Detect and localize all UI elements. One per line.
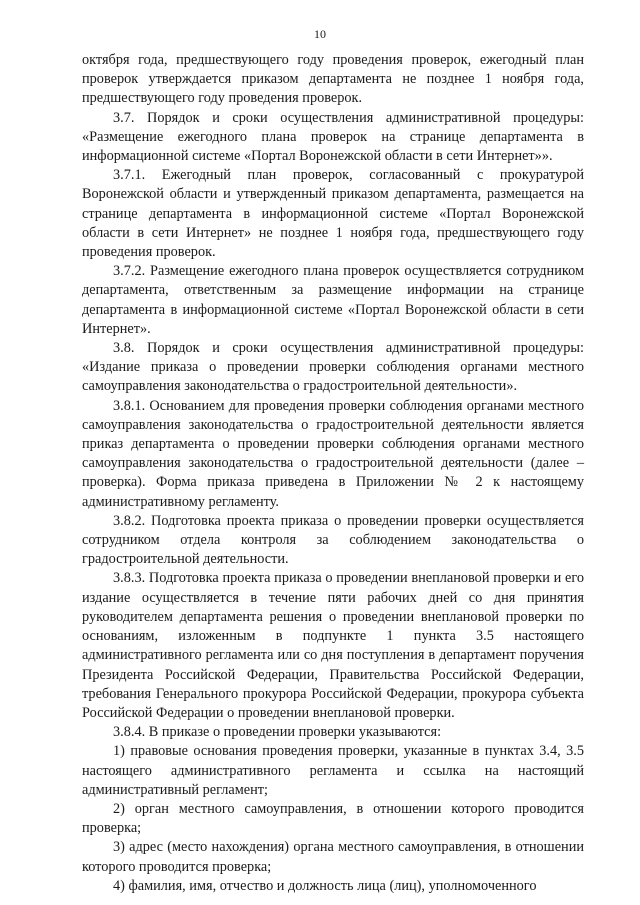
paragraph-3-8-3: 3.8.3. Подготовка проекта приказа о проведении внеплановой проверки и его издание осуществляется в течение пяти рабочих дней со дня принятия руководителем департамента решения о проведении внеплановой проверки по основаниям, изложенным в подпункте 1 пункта 3.5 настоящего административного регламента или со дня поступления в департамент поручения Президента Российской Федерации, Правительства Российской Федерации, требования Генерального прокурора Российской Федерации, прокурора субъекта Российской Федерации о проведении внеплановой проверки. [82, 570, 584, 721]
paragraph-3-8-1: 3.8.1. Основанием для проведения проверки соблюдения органами местного самоуправления законодательства о градостроительной деятельности является приказ департамента о проведении проверки соблюдения органами местного самоуправления законодательства о градостроительной деятельности (далее – проверка). Форма приказа приведена в Приложении № 2 к настоящему административному регламенту. [82, 397, 584, 510]
paragraph-3-7-2: 3.7.2. Размещение ежегодного плана проверок осуществляется сотрудником департамента, ответственным за размещение информации на странице департамента в информационной системе «Портал Воронежской области в сети Интернет». [82, 263, 584, 337]
list-item-3: 3) адрес (место нахождения) органа местного самоуправления, в отношении которого проводится проверка; [82, 839, 584, 875]
paragraph-3-8-2: 3.8.2. Подготовка проекта приказа о проведении проверки осуществляется сотрудником отдела контроля за соблюдением законодательства о градостроительной деятельности. [82, 512, 584, 568]
paragraph-continuation: октября года, предшествующего году проведения проверок, ежегодный план проверок утверждается приказом департамента не позднее 1 ноября года, предшествующего году проведения проверок. [82, 52, 584, 107]
paragraph-3-7: 3.7. Порядок и сроки осуществления административной процедуры: «Размещение ежегодного плана проверок на странице департамента в информационной системе «Портал Воронежской области в сети Интернет»». [82, 109, 584, 165]
page-number: 10 [314, 27, 326, 41]
paragraph-3-7-1: 3.7.1. Ежегодный план проверок, согласованный с прокуратурой Воронежской области и утвержденный приказом департамента, размещается на странице департамента в информационной системе «Портал Воронежской области в сети Интернет» не позднее 1 ноября года, предшествующего году проведения проверок. [82, 167, 584, 261]
list-item-2: 2) орган местного самоуправления, в отношении которого проводится проверка; [82, 800, 584, 837]
list-item-1: 1) правовые основания проведения проверки, указанные в пунктах 3.4, 3.5 настоящего административного регламента и ссылка на настоящий административный регламент; [82, 743, 584, 798]
document-body [82, 51, 584, 896]
paragraph-3-8-4: 3.8.4. В приказе о проведении проверки указываются: [113, 724, 442, 741]
list-item-4: 4) фамилия, имя, отчество и должность лица (лиц), уполномоченного [113, 877, 537, 894]
paragraph-3-8: 3.8. Порядок и сроки осуществления административной процедуры: «Издание приказа о проведении проверки соблюдения органами местного самоуправления законодательства о градостроительной деятельности». [82, 340, 584, 395]
